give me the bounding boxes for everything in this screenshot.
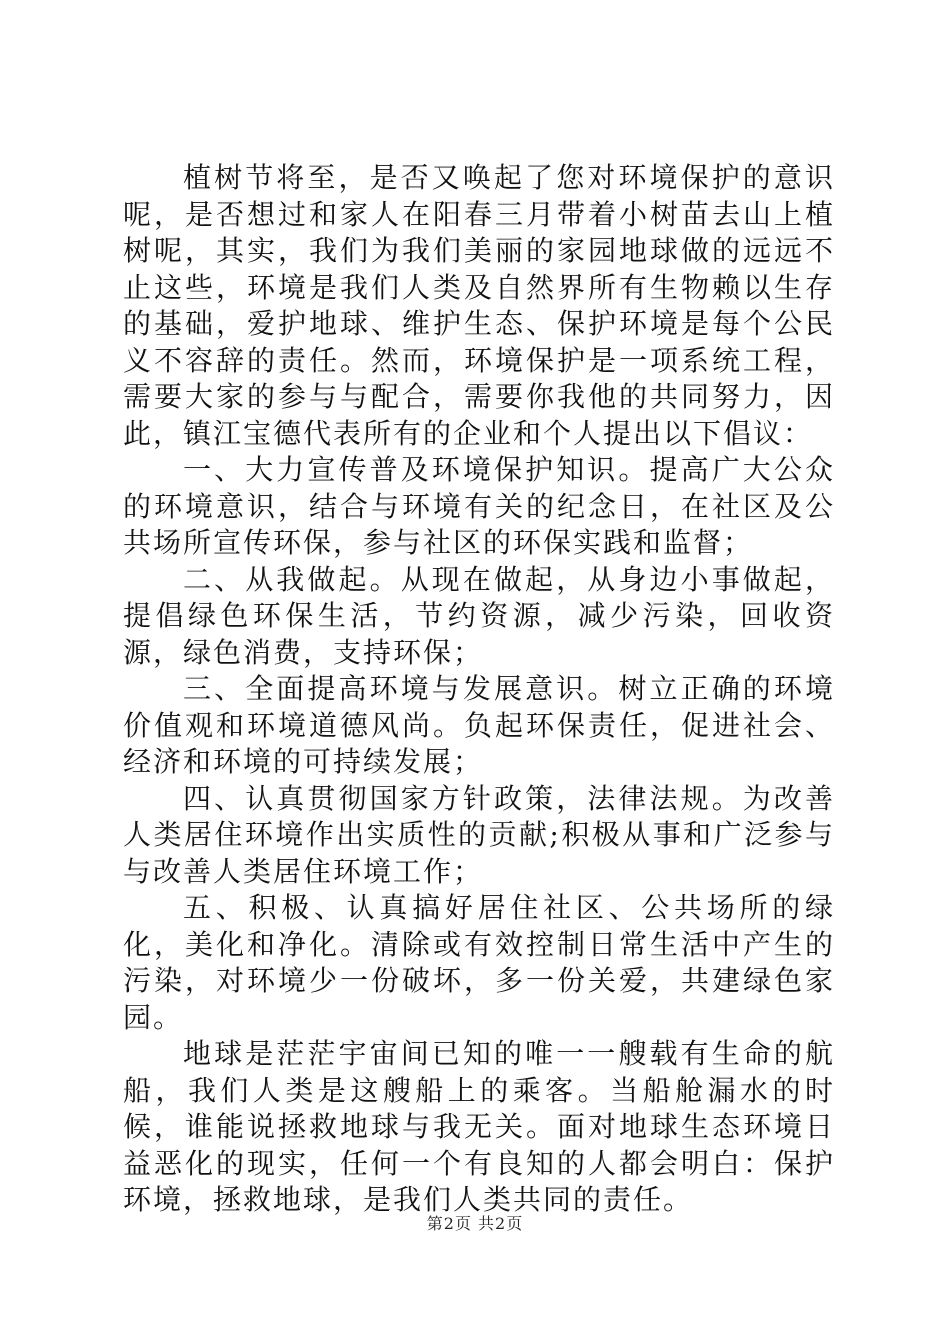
closing-paragraph: 地球是茫茫宇宙间已知的唯一一艘载有生命的航船，我们人类是这艘船上的乘客。当船舱漏水的时候，谁能说拯救地球与我无关。面对地球生态环境日益恶化的现实，任何一个有良知的人都会明白：保护环境，拯救地球，是我们人类共同的责任。 — [123, 1037, 835, 1216]
page-number-label: 第2页 共2页 — [426, 1214, 524, 1233]
proposal-item-5: 五、积极、认真搞好居住社区、公共场所的绿化，美化和净化。清除或有效控制日常生活中产生的污染，对环境少一份破坏，多一份关爱，共建绿色家园。 — [123, 891, 835, 1034]
proposal-item-4: 四、认真贯彻国家方针政策，法律法规。为改善人类居住环境作出实质性的贡献;积极从事和广泛参与与改善人类居住环境工作； — [123, 781, 835, 888]
page-footer — [0, 1213, 950, 1235]
proposal-item-3: 三、全面提高环境与发展意识。树立正确的环境价值观和环境道德风尚。负起环保责任，促进社会、经济和环境的可持续发展； — [123, 672, 835, 778]
proposal-item-2: 二、从我做起。从现在做起，从身边小事做起，提倡绿色环保生活，节约资源，减少污染，回收资源，绿色消费，支持环保； — [123, 562, 835, 669]
intro-paragraph: 植树节将至，是否又唤起了您对环境保护的意识呢，是否想过和家人在阳春三月带着小树苗去山上植树呢，其实，我们为我们美丽的家园地球做的远远不止这些，环境是我们人类及自然界所有生物赖以生存的基础，爱护地球、维护生态、保护环境是每个公民义不容辞的责任。然而，环境保护是一项系统工程，需要大家的参与与配合，需要你我他的共同努力，因此，镇江宝德代表所有的企业和个人提出以下倡议： — [123, 161, 835, 450]
proposal-item-1: 一、大力宣传普及环境保护知识。提高广大公众的环境意识，结合与环境有关的纪念日，在社区及公共场所宣传环保，参与社区的环保实践和监督； — [123, 453, 835, 559]
document-body — [123, 160, 835, 1219]
